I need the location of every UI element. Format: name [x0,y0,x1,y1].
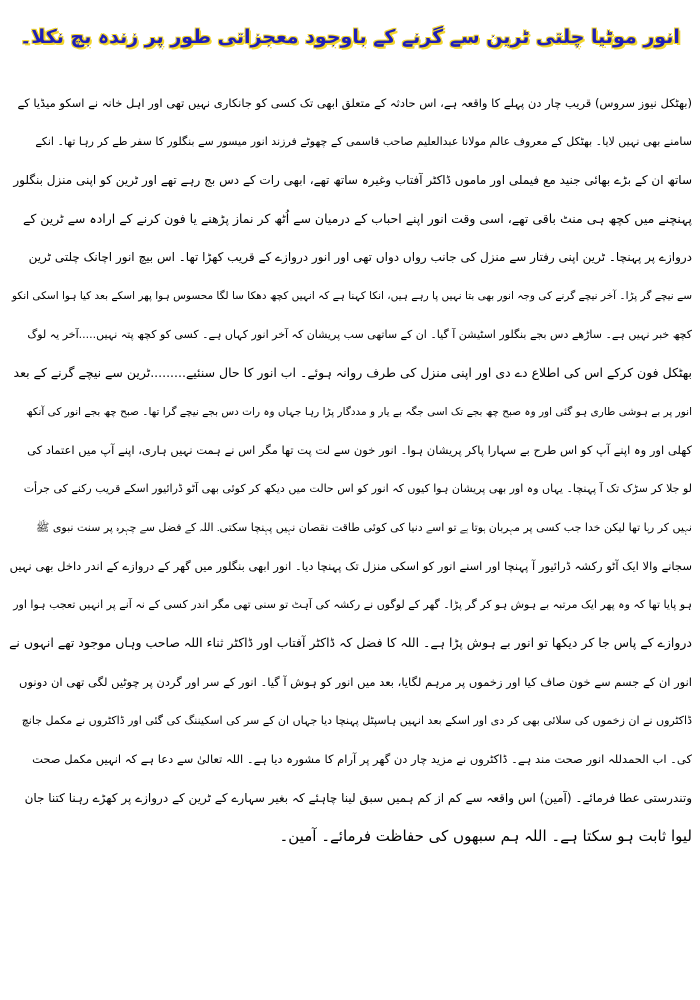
article-line: کھلی اور وہ اپنے آپ کو اس طرح بے سہارا پاکر پریشان ہوا۔ انور خون سے لت پت تھا مگر اس نے ہمت نہیں ہاری، اپنے آپ میں اعتماد کی [27,443,692,458]
article-line: وتندرستی عطا فرمائے۔ (آمین) اس واقعہ سے کم از کم ہمیں سبق لینا چاہئے کہ بغیر سہارے کے ٹرین کے دروازے پر کھڑے رہنا کتنا جان [24,790,692,805]
article-line: ساتھ ان کے بڑے بھائی جنید مع فیملی اور ماموں ڈاکٹر آفتاب وغیرہ ساتھ تھے، ابھی رات کے دس بج رہے تھے اور ٹرین کو اپنی منزل بنگلور [13,173,692,188]
article-line: لو جلا کر سڑک تک آ پہنچا۔ یہاں وہ اور بھی پریشان ہوا کیوں کہ انور کو اس حالت میں دیکھ کر کوئی بھی آٹو ڈرائیور اسکے قریب رکنے کی جرأت [23,481,692,495]
article-line: کچھ خبر نہیں ہے۔ ساڑھے دس بجے بنگلور اسٹیشن آ گیا۔ ان کے ساتھی سب پریشان کہ آخر انور کہاں ہے۔ کسی کو کچھ پتہ نہیں.....آخر یہ لوگ [27,327,692,341]
article-body [8,84,692,994]
article-line: ڈاکٹروں نے ان زخموں کی سلائی بھی کر دی اور اسکے بعد انہیں ہاسپٹل پہنچا دیا جہاں ان کے سر کی اسکیننگ کی گئی اور ڈاکٹروں نے مکمل جانچ [21,713,692,727]
article-line: بھٹکل فون کرکے اس کی اطلاع دے دی اور اپنی منزل کی طرف روانہ ہوئے۔ اب انور کا حال سنئیے.........ٹرین سے نیچے گرنے کے بعد [13,365,692,381]
article-line: انور ان کے جسم سے خون صاف کیا اور زخموں پر مرہم لگایا، بعد میں انور کو ہوش آ گیا۔ انور کے سر اور گردن پر چوٹیں لگی تھی ان دونوں [19,674,692,689]
article-line: کی۔ اب الحمدللہ انور صحت مند ہے۔ ڈاکٹروں نے مزید چار دن گھر پر آرام کا مشورہ دیا ہے۔ اللہ تعالیٰ سے دعا ہے کہ انہیں مکمل صحت [32,752,692,767]
article-line: لیوا ثابت ہو سکتا ہے۔ اللہ ہم سبھوں کی حفاظت فرمائے۔ آمین۔ [279,827,692,846]
article-line: انور پر بے ہوشی طاری ہو گئی اور وہ صبح چھ بجے تک اسی جگہ بے یار و مددگار پڑا رہا جہاں وہ رات دس بجے نیچے گرا تھا۔ صبح چھ بجے انور کی آنکھ [26,405,692,418]
article-line: دروازے کے پاس جا کر دیکھا تو انور بے ہوش پڑا ہے۔ اللہ کا فضل کہ ڈاکٹر آفتاب اور ڈاکٹر ثناء اللہ صاحب وہاں موجود تھے انہوں نے [9,635,692,651]
headline: انور موٹیا چلتی ٹرین سے گرنے کے باوجود معجزاتی طور پر زندہ بچ نکلا۔ [20,25,680,48]
article-line: سامنے بھی نہیں لایا۔ بھٹکل کے معروف عالم مولانا عبدالعلیم صاحب قاسمی کے چھوٹے فرزند انور میسور سے بنگلور کا سفر طے کر رہا تھا۔ انکے [35,134,692,148]
article-line: (بھٹکل نیوز سروس) قریب چار دن پہلے کا واقعہ ہے، اس حادثہ کے متعلق ابھی تک کسی کو جانکاری نہیں تھی اور اہل خانہ نے اسکو میڈیا کے [17,96,692,110]
article-line: سجانے والا ایک آٹو رکشہ ڈرائیور آ پہنچا اور اسنے انور کو اسکی منزل تک پہنچا دیا۔ انور ابھی بنگلور میں گھر کے دروازے کے اندر داخل بھی نہیں [9,559,692,574]
article-line: دروازے پر پہنچا۔ ٹرین اپنی رفتار سے منزل کی جانب رواں دواں تھی اور انور دروازے کے قریب کھڑا تھا۔ اس بیچ انور اچانک چلتی ٹرین [28,250,692,265]
article-line: نہیں کر رہا تھا لیکن خدا جب کسی پر مہربان ہوتا ہے تو اسے دنیا کی کوئی طاقت نقصان نہیں پہنچا سکتی۔ اللہ کے فضل سے چہرہ پر سنت نبوی ﷺ [36,520,692,534]
article-line: ہو پایا تھا کہ وہ پھر ایک مرتبہ بے ہوش ہو کر گر پڑا۔ گھر کے لوگوں نے رکشہ کی آہٹ تو سنی تھی مگر اندر کسی کے نہ آنے پر انہیں تعجب ہوا اور [13,597,692,611]
article-line: سے نیچے گر پڑا۔ آخر نیچے گرنے کی وجہ انور بھی بتا نہیں پا رہے ہیں، انکا کہنا ہے کہ انہیں کچھ دھکا سا لگا محسوس ہوا پھر اسکے بعد کیا ہوا اسکی انکو [11,289,692,302]
article-line: پہنچنے میں کچھ ہی منٹ باقی تھے، اسی وقت انور اپنے احباب کے درمیان سے اُٹھ کر نماز پڑھنے یا فون کرنے کے ارادہ سے ٹرین کے [23,210,692,226]
